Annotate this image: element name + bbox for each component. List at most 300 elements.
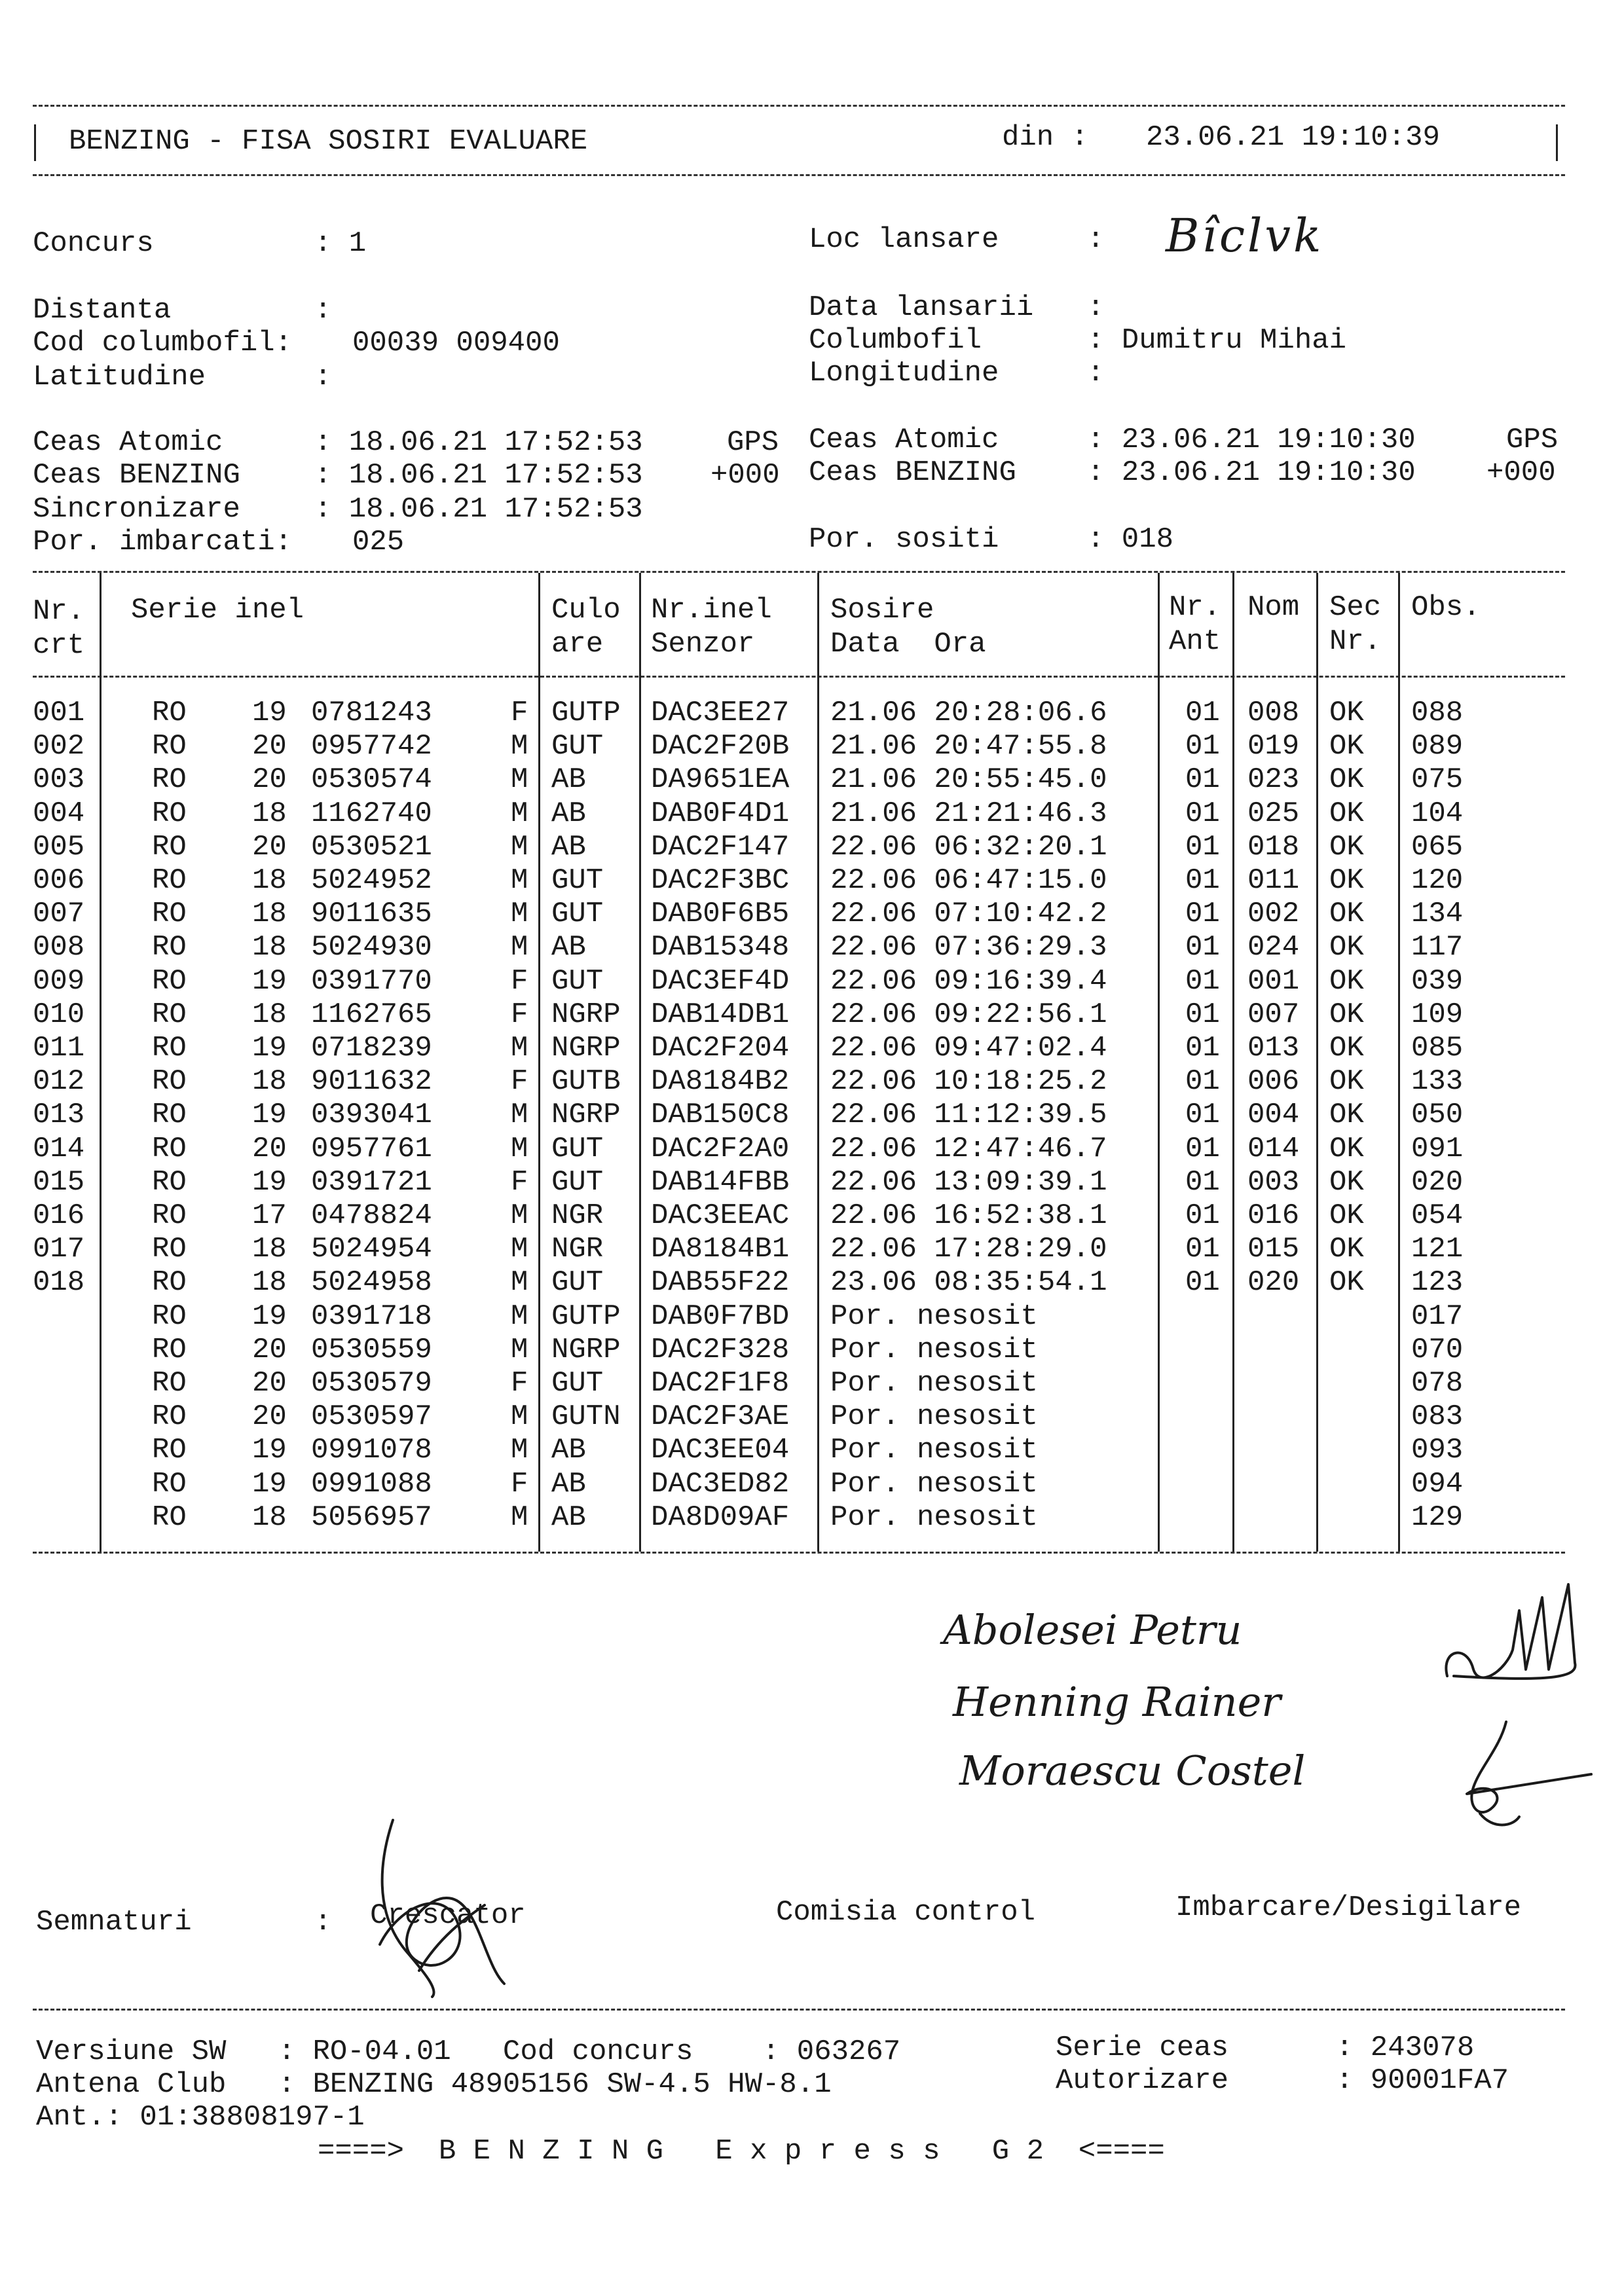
row-sensor: DAC2F328 <box>651 1333 790 1366</box>
row-country: RO <box>152 1099 187 1132</box>
row-obs: 065 <box>1411 830 1464 864</box>
row-sec: OK <box>1329 797 1364 830</box>
row-arrival: 22.06 13:09:39.1 <box>830 1165 1107 1199</box>
row-color: GUTP <box>551 1300 621 1333</box>
row-year: 18 <box>252 1233 287 1266</box>
row-sensor: DAB15348 <box>651 931 790 964</box>
row-arrival: 22.06 16:52:38.1 <box>830 1199 1107 1232</box>
header-senzor: Senzor <box>651 628 755 661</box>
row-sex: M <box>511 830 528 864</box>
row-year: 18 <box>252 998 287 1031</box>
row-obs: 123 <box>1411 1266 1464 1300</box>
row-color: NGR <box>551 1233 604 1266</box>
row-country: RO <box>152 1467 187 1501</box>
row-nom: 006 <box>1247 1065 1300 1099</box>
row-obs: 134 <box>1411 898 1464 931</box>
row-crt: 017 <box>33 1233 85 1266</box>
report-title: BENZING - FISA SOSIRI EVALUARE <box>69 125 588 158</box>
row-color: GUTN <box>551 1400 621 1434</box>
row-sex: M <box>511 1501 528 1534</box>
row-sensor: DAB14FBB <box>651 1165 790 1199</box>
sincronizare-value: : 18.06.21 17:52:53 <box>314 493 643 526</box>
row-sec: OK <box>1329 998 1364 1031</box>
row-sec: OK <box>1329 1266 1364 1300</box>
header-sec-nr: Nr. <box>1329 625 1382 658</box>
row-arrival: 22.06 09:22:56.1 <box>830 998 1107 1031</box>
row-obs: 085 <box>1411 1032 1464 1065</box>
serie-ceas-value: : 243078 <box>1336 2032 1475 2064</box>
row-sensor: DA8184B1 <box>651 1233 790 1266</box>
end-atomic-value: : 23.06.21 19:10:30 <box>1087 424 1416 456</box>
row-arrival: Por. nesosit <box>830 1501 1038 1534</box>
row-nom: 018 <box>1247 830 1300 864</box>
row-sec: OK <box>1329 830 1364 864</box>
row-country: RO <box>152 763 187 797</box>
row-ring: 0991078 <box>311 1434 432 1467</box>
longitudine-label: Longitudine <box>809 357 999 390</box>
end-atomic-label: Ceas Atomic <box>809 424 999 456</box>
row-ant: 01 <box>1185 1065 1220 1099</box>
row-color: GUTB <box>551 1065 621 1099</box>
row-year: 20 <box>252 1367 287 1400</box>
col-sep-nom <box>1316 573 1318 1552</box>
footer-border <box>33 2009 1565 2011</box>
row-sec: OK <box>1329 697 1364 729</box>
row-arrival: Por. nesosit <box>830 1467 1038 1501</box>
row-sensor: DA8D09AF <box>651 1501 790 1534</box>
row-sex: F <box>511 1367 528 1400</box>
row-color: NGRP <box>551 1099 621 1132</box>
row-sex: F <box>511 1467 528 1501</box>
row-nom: 015 <box>1247 1233 1300 1266</box>
row-crt: 011 <box>33 1032 85 1065</box>
row-country: RO <box>152 1065 187 1099</box>
row-year: 19 <box>252 1099 287 1132</box>
row-nom: 019 <box>1247 730 1300 763</box>
row-ring: 5024952 <box>311 864 432 897</box>
row-sensor: DAB55F22 <box>651 1266 790 1300</box>
row-arrival: 22.06 12:47:46.7 <box>830 1132 1107 1165</box>
row-sex: M <box>511 1300 528 1333</box>
row-country: RO <box>152 1032 187 1065</box>
row-country: RO <box>152 1199 187 1232</box>
row-year: 20 <box>252 1132 287 1165</box>
row-crt: 002 <box>33 730 85 763</box>
autorizare-label: Autorizare <box>1056 2064 1229 2097</box>
columbofil-label: Columbofil <box>809 324 982 357</box>
row-ant: 01 <box>1185 797 1220 830</box>
loc-lansare-label: Loc lansare <box>809 223 999 256</box>
comisia-control-label: Comisia control <box>776 1896 1036 1929</box>
row-sec: OK <box>1329 864 1364 897</box>
row-obs: 089 <box>1411 730 1464 763</box>
header-nr: Nr. <box>33 595 85 628</box>
row-obs: 054 <box>1411 1199 1464 1232</box>
row-sensor: DAC2F2A0 <box>651 1132 790 1165</box>
row-arrival: Por. nesosit <box>830 1434 1038 1467</box>
row-ant: 01 <box>1185 1132 1220 1165</box>
row-arrival: 22.06 10:18:25.2 <box>830 1065 1107 1099</box>
row-sec: OK <box>1329 1233 1364 1266</box>
row-sec: OK <box>1329 1032 1364 1065</box>
row-sex: M <box>511 1132 528 1165</box>
start-benzing-suffix: +000 <box>710 459 780 492</box>
row-sex: F <box>511 697 528 729</box>
row-arrival: Por. nesosit <box>830 1400 1038 1434</box>
row-arrival: 21.06 21:21:46.3 <box>830 797 1107 830</box>
row-arrival: 22.06 17:28:29.0 <box>830 1233 1107 1266</box>
row-year: 19 <box>252 964 287 998</box>
row-obs: 091 <box>1411 1132 1464 1165</box>
row-country: RO <box>152 1400 187 1434</box>
row-sensor: DAC3ED82 <box>651 1467 790 1501</box>
row-sec: OK <box>1329 931 1364 964</box>
loc-lansare-colon: : <box>1087 223 1105 256</box>
row-country: RO <box>152 1501 187 1534</box>
row-nom: 016 <box>1247 1199 1300 1232</box>
row-country: RO <box>152 998 187 1031</box>
row-color: NGRP <box>551 998 621 1031</box>
row-sensor: DAB0F4D1 <box>651 797 790 830</box>
row-obs: 017 <box>1411 1300 1464 1333</box>
row-arrival: Por. nesosit <box>830 1300 1038 1333</box>
row-ring: 0957742 <box>311 730 432 763</box>
row-nom: 001 <box>1247 964 1300 998</box>
header-obs: Obs. <box>1411 591 1481 624</box>
row-ring: 0530521 <box>311 830 432 864</box>
row-ant: 01 <box>1185 763 1220 797</box>
col-sep-ant <box>1232 573 1234 1552</box>
row-arrival: 21.06 20:55:45.0 <box>830 763 1107 797</box>
header-nr-inel: Nr.inel <box>651 594 772 627</box>
row-arrival: 22.06 07:36:29.3 <box>830 931 1107 964</box>
row-sensor: DAC3EEAC <box>651 1199 790 1232</box>
row-sex: F <box>511 964 528 998</box>
row-arrival: 21.06 20:47:55.8 <box>830 730 1107 763</box>
row-nom: 024 <box>1247 931 1300 964</box>
row-crt: 008 <box>33 931 85 964</box>
row-color: GUT <box>551 1132 604 1165</box>
row-sensor: DAB14DB1 <box>651 998 790 1031</box>
row-obs: 121 <box>1411 1233 1464 1266</box>
data-lansarii-label: Data lansarii <box>809 291 1034 324</box>
row-nom: 020 <box>1247 1266 1300 1300</box>
row-sec: OK <box>1329 1132 1364 1165</box>
row-year: 18 <box>252 864 287 897</box>
row-sensor: DAC2F3AE <box>651 1400 790 1434</box>
header-serie-inel: Serie inel <box>131 594 304 627</box>
row-sensor: DAC3EF4D <box>651 964 790 998</box>
row-ant: 01 <box>1185 898 1220 931</box>
row-country: RO <box>152 1300 187 1333</box>
row-ant: 01 <box>1185 1199 1220 1232</box>
row-obs: 039 <box>1411 964 1464 998</box>
row-ring: 0391770 <box>311 964 432 998</box>
row-sensor: DAC2F204 <box>651 1032 790 1065</box>
row-sex: M <box>511 1266 528 1300</box>
handwritten-name-2: Henning Rainer <box>953 1678 1281 1726</box>
row-ant: 01 <box>1185 730 1220 763</box>
header-left-border <box>34 124 36 161</box>
row-year: 19 <box>252 1300 287 1333</box>
row-country: RO <box>152 1367 187 1400</box>
row-nom: 002 <box>1247 898 1300 931</box>
row-color: NGR <box>551 1199 604 1232</box>
row-arrival: Por. nesosit <box>830 1333 1038 1366</box>
row-nom: 011 <box>1247 864 1300 897</box>
row-country: RO <box>152 1266 187 1300</box>
row-obs: 133 <box>1411 1065 1464 1099</box>
row-ring: 9011635 <box>311 898 432 931</box>
row-obs: 050 <box>1411 1099 1464 1132</box>
row-color: GUT <box>551 964 604 998</box>
row-sex: M <box>511 864 528 897</box>
por-imbarcati-value: 025 <box>352 526 405 558</box>
col-sep-senzor <box>817 573 819 1552</box>
row-sex: M <box>511 1333 528 1366</box>
row-sex: M <box>511 1099 528 1132</box>
header-crt: crt <box>33 629 85 662</box>
header-nr-ant: Nr. <box>1169 591 1221 624</box>
row-sex: F <box>511 998 528 1031</box>
row-arrival: 22.06 11:12:39.5 <box>830 1099 1107 1132</box>
row-ring: 0391721 <box>311 1165 432 1199</box>
row-ant: 01 <box>1185 1165 1220 1199</box>
row-sex: M <box>511 797 528 830</box>
row-sec: OK <box>1329 964 1364 998</box>
benzing-express-banner: ====> B E N Z I N G E x p r e s s G 2 <==== <box>318 2135 1165 2168</box>
por-imbarcati-label: Por. imbarcati: <box>33 526 293 558</box>
row-nom: 004 <box>1247 1099 1300 1132</box>
row-crt: 018 <box>33 1266 85 1300</box>
handwritten-name-1: Abolesei Petru <box>943 1606 1242 1654</box>
row-crt: 007 <box>33 898 85 931</box>
serie-ceas-label: Serie ceas <box>1056 2032 1229 2064</box>
row-color: AB <box>551 830 586 864</box>
data-lansarii-value: : <box>1087 291 1105 324</box>
crescator-label: Crescator <box>370 1899 526 1932</box>
col-sep-sosire <box>1158 573 1160 1552</box>
row-sensor: DAC2F1F8 <box>651 1367 790 1400</box>
start-benzing-label: Ceas BENZING <box>33 459 240 492</box>
row-ant: 01 <box>1185 964 1220 998</box>
row-crt: 004 <box>33 797 85 830</box>
columbofil-value: : Dumitru Mihai <box>1087 324 1347 357</box>
row-color: AB <box>551 1467 586 1501</box>
row-country: RO <box>152 1132 187 1165</box>
row-color: AB <box>551 1434 586 1467</box>
row-country: RO <box>152 1333 187 1366</box>
row-country: RO <box>152 898 187 931</box>
row-ant: 01 <box>1185 931 1220 964</box>
por-sositi-value: : 018 <box>1087 523 1174 556</box>
row-arrival: 22.06 06:47:15.0 <box>830 864 1107 897</box>
row-year: 18 <box>252 898 287 931</box>
row-color: GUT <box>551 864 604 897</box>
header-culoare-2: are <box>551 628 604 661</box>
row-ring: 0391718 <box>311 1300 432 1333</box>
row-ant: 01 <box>1185 1099 1220 1132</box>
row-color: AB <box>551 797 586 830</box>
row-nom: 023 <box>1247 763 1300 797</box>
row-sex: F <box>511 1065 528 1099</box>
concurs-value: : 1 <box>314 227 367 260</box>
row-ant: 01 <box>1185 830 1220 864</box>
row-obs: 093 <box>1411 1434 1464 1467</box>
start-atomic-value: : 18.06.21 17:52:53 <box>314 426 643 459</box>
row-crt: 006 <box>33 864 85 897</box>
row-color: GUT <box>551 898 604 931</box>
table-bottom-border <box>33 1552 1565 1554</box>
antena-line: Antena Club : BENZING 48905156 SW-4.5 HW-8.1 <box>36 2068 832 2101</box>
row-sensor: DA8184B2 <box>651 1065 790 1099</box>
latitudine-value: : <box>314 361 332 393</box>
row-ring: 5024954 <box>311 1233 432 1266</box>
versiune-line: Versiune SW : RO-04.01 Cod concurs : 063267 <box>36 2035 901 2068</box>
por-sositi-label: Por. sositi <box>809 523 999 556</box>
header-ant: Ant <box>1169 625 1221 658</box>
row-crt: 013 <box>33 1099 85 1132</box>
row-sec: OK <box>1329 730 1364 763</box>
row-ring: 0478824 <box>311 1199 432 1232</box>
row-nom: 007 <box>1247 998 1300 1031</box>
start-atomic-suffix: GPS <box>727 426 779 459</box>
row-year: 20 <box>252 763 287 797</box>
row-sensor: DAC2F3BC <box>651 864 790 897</box>
row-color: GUT <box>551 1367 604 1400</box>
row-year: 18 <box>252 797 287 830</box>
row-ring: 5024958 <box>311 1266 432 1300</box>
end-benzing-value: : 23.06.21 19:10:30 <box>1087 456 1416 489</box>
row-ant: 01 <box>1185 864 1220 897</box>
row-color: NGRP <box>551 1333 621 1366</box>
distanta-value: : <box>314 294 332 327</box>
col-sep-sec <box>1398 573 1400 1552</box>
row-crt: 016 <box>33 1199 85 1232</box>
row-color: GUT <box>551 1165 604 1199</box>
row-ant: 01 <box>1185 697 1220 729</box>
row-country: RO <box>152 797 187 830</box>
row-crt: 001 <box>33 697 85 729</box>
row-ring: 0781243 <box>311 697 432 729</box>
row-arrival: Por. nesosit <box>830 1367 1038 1400</box>
row-obs: 083 <box>1411 1400 1464 1434</box>
row-color: GUT <box>551 730 604 763</box>
row-sec: OK <box>1329 1165 1364 1199</box>
committee-signature-2 <box>1441 1709 1611 1840</box>
row-ring: 5056957 <box>311 1501 432 1534</box>
row-sex: M <box>511 1233 528 1266</box>
row-nom: 014 <box>1247 1132 1300 1165</box>
ant-line: Ant.: 01:38808197-1 <box>36 2101 365 2134</box>
row-sensor: DAC2F147 <box>651 830 790 864</box>
row-obs: 094 <box>1411 1467 1464 1501</box>
end-benzing-label: Ceas BENZING <box>809 456 1016 489</box>
din-label: din : <box>1002 121 1089 154</box>
row-ant: 01 <box>1185 1233 1220 1266</box>
row-year: 18 <box>252 931 287 964</box>
row-sex: M <box>511 1199 528 1232</box>
row-ring: 0530574 <box>311 763 432 797</box>
header-sosire: Sosire <box>830 594 934 627</box>
semnaturi-label: Semnaturi <box>36 1906 192 1939</box>
row-sensor: DAB0F6B5 <box>651 898 790 931</box>
header-sec: Sec <box>1329 591 1382 624</box>
header-culoare-1: Culo <box>551 594 621 627</box>
row-ring: 0530597 <box>311 1400 432 1434</box>
end-atomic-suffix: GPS <box>1506 424 1559 456</box>
row-year: 19 <box>252 1434 287 1467</box>
committee-signature-1 <box>1428 1571 1598 1702</box>
row-sex: M <box>511 931 528 964</box>
row-color: AB <box>551 763 586 797</box>
row-color: AB <box>551 1501 586 1534</box>
row-country: RO <box>152 730 187 763</box>
row-year: 17 <box>252 1199 287 1232</box>
start-atomic-label: Ceas Atomic <box>33 426 223 459</box>
row-country: RO <box>152 697 187 729</box>
row-sex: F <box>511 1165 528 1199</box>
row-nom: 013 <box>1247 1032 1300 1065</box>
col-sep-crt <box>100 573 101 1552</box>
row-nom: 008 <box>1247 697 1300 729</box>
row-year: 18 <box>252 1065 287 1099</box>
row-sec: OK <box>1329 1065 1364 1099</box>
row-crt: 012 <box>33 1065 85 1099</box>
loc-lansare-handwritten: Bîclvk <box>1166 209 1324 263</box>
row-arrival: 21.06 20:28:06.6 <box>830 697 1107 729</box>
row-sec: OK <box>1329 763 1364 797</box>
table-top-border <box>33 571 1565 573</box>
row-obs: 075 <box>1411 763 1464 797</box>
row-ring: 0718239 <box>311 1032 432 1065</box>
row-year: 20 <box>252 730 287 763</box>
row-ring: 0393041 <box>311 1099 432 1132</box>
row-crt: 005 <box>33 830 85 864</box>
row-obs: 088 <box>1411 697 1464 729</box>
semnaturi-colon: : <box>314 1906 332 1939</box>
row-year: 19 <box>252 1165 287 1199</box>
row-obs: 129 <box>1411 1501 1464 1534</box>
row-nom: 025 <box>1247 797 1300 830</box>
header-bottom-border <box>33 174 1565 176</box>
row-sensor: DAB0F7BD <box>651 1300 790 1333</box>
latitudine-label: Latitudine <box>33 361 206 393</box>
row-country: RO <box>152 864 187 897</box>
row-sec: OK <box>1329 1099 1364 1132</box>
row-arrival: 22.06 06:32:20.1 <box>830 830 1107 864</box>
crescator-signature <box>354 1807 537 2003</box>
row-crt: 015 <box>33 1165 85 1199</box>
cod-columbofil-value: 00039 009400 <box>352 327 560 359</box>
row-obs: 117 <box>1411 931 1464 964</box>
row-ant: 01 <box>1185 1032 1220 1065</box>
row-country: RO <box>152 830 187 864</box>
row-color: GUT <box>551 1266 604 1300</box>
col-sep-culoare <box>639 573 641 1552</box>
row-crt: 014 <box>33 1132 85 1165</box>
row-country: RO <box>152 1233 187 1266</box>
row-ring: 0957761 <box>311 1132 432 1165</box>
imbarcare-desigilare-label: Imbarcare/Desigilare <box>1175 1891 1522 1924</box>
header-top-border <box>33 105 1565 107</box>
end-benzing-suffix: +000 <box>1486 456 1556 489</box>
row-sensor: DA9651EA <box>651 763 790 797</box>
row-country: RO <box>152 931 187 964</box>
row-obs: 078 <box>1411 1367 1464 1400</box>
row-ring: 5024930 <box>311 931 432 964</box>
row-year: 20 <box>252 830 287 864</box>
